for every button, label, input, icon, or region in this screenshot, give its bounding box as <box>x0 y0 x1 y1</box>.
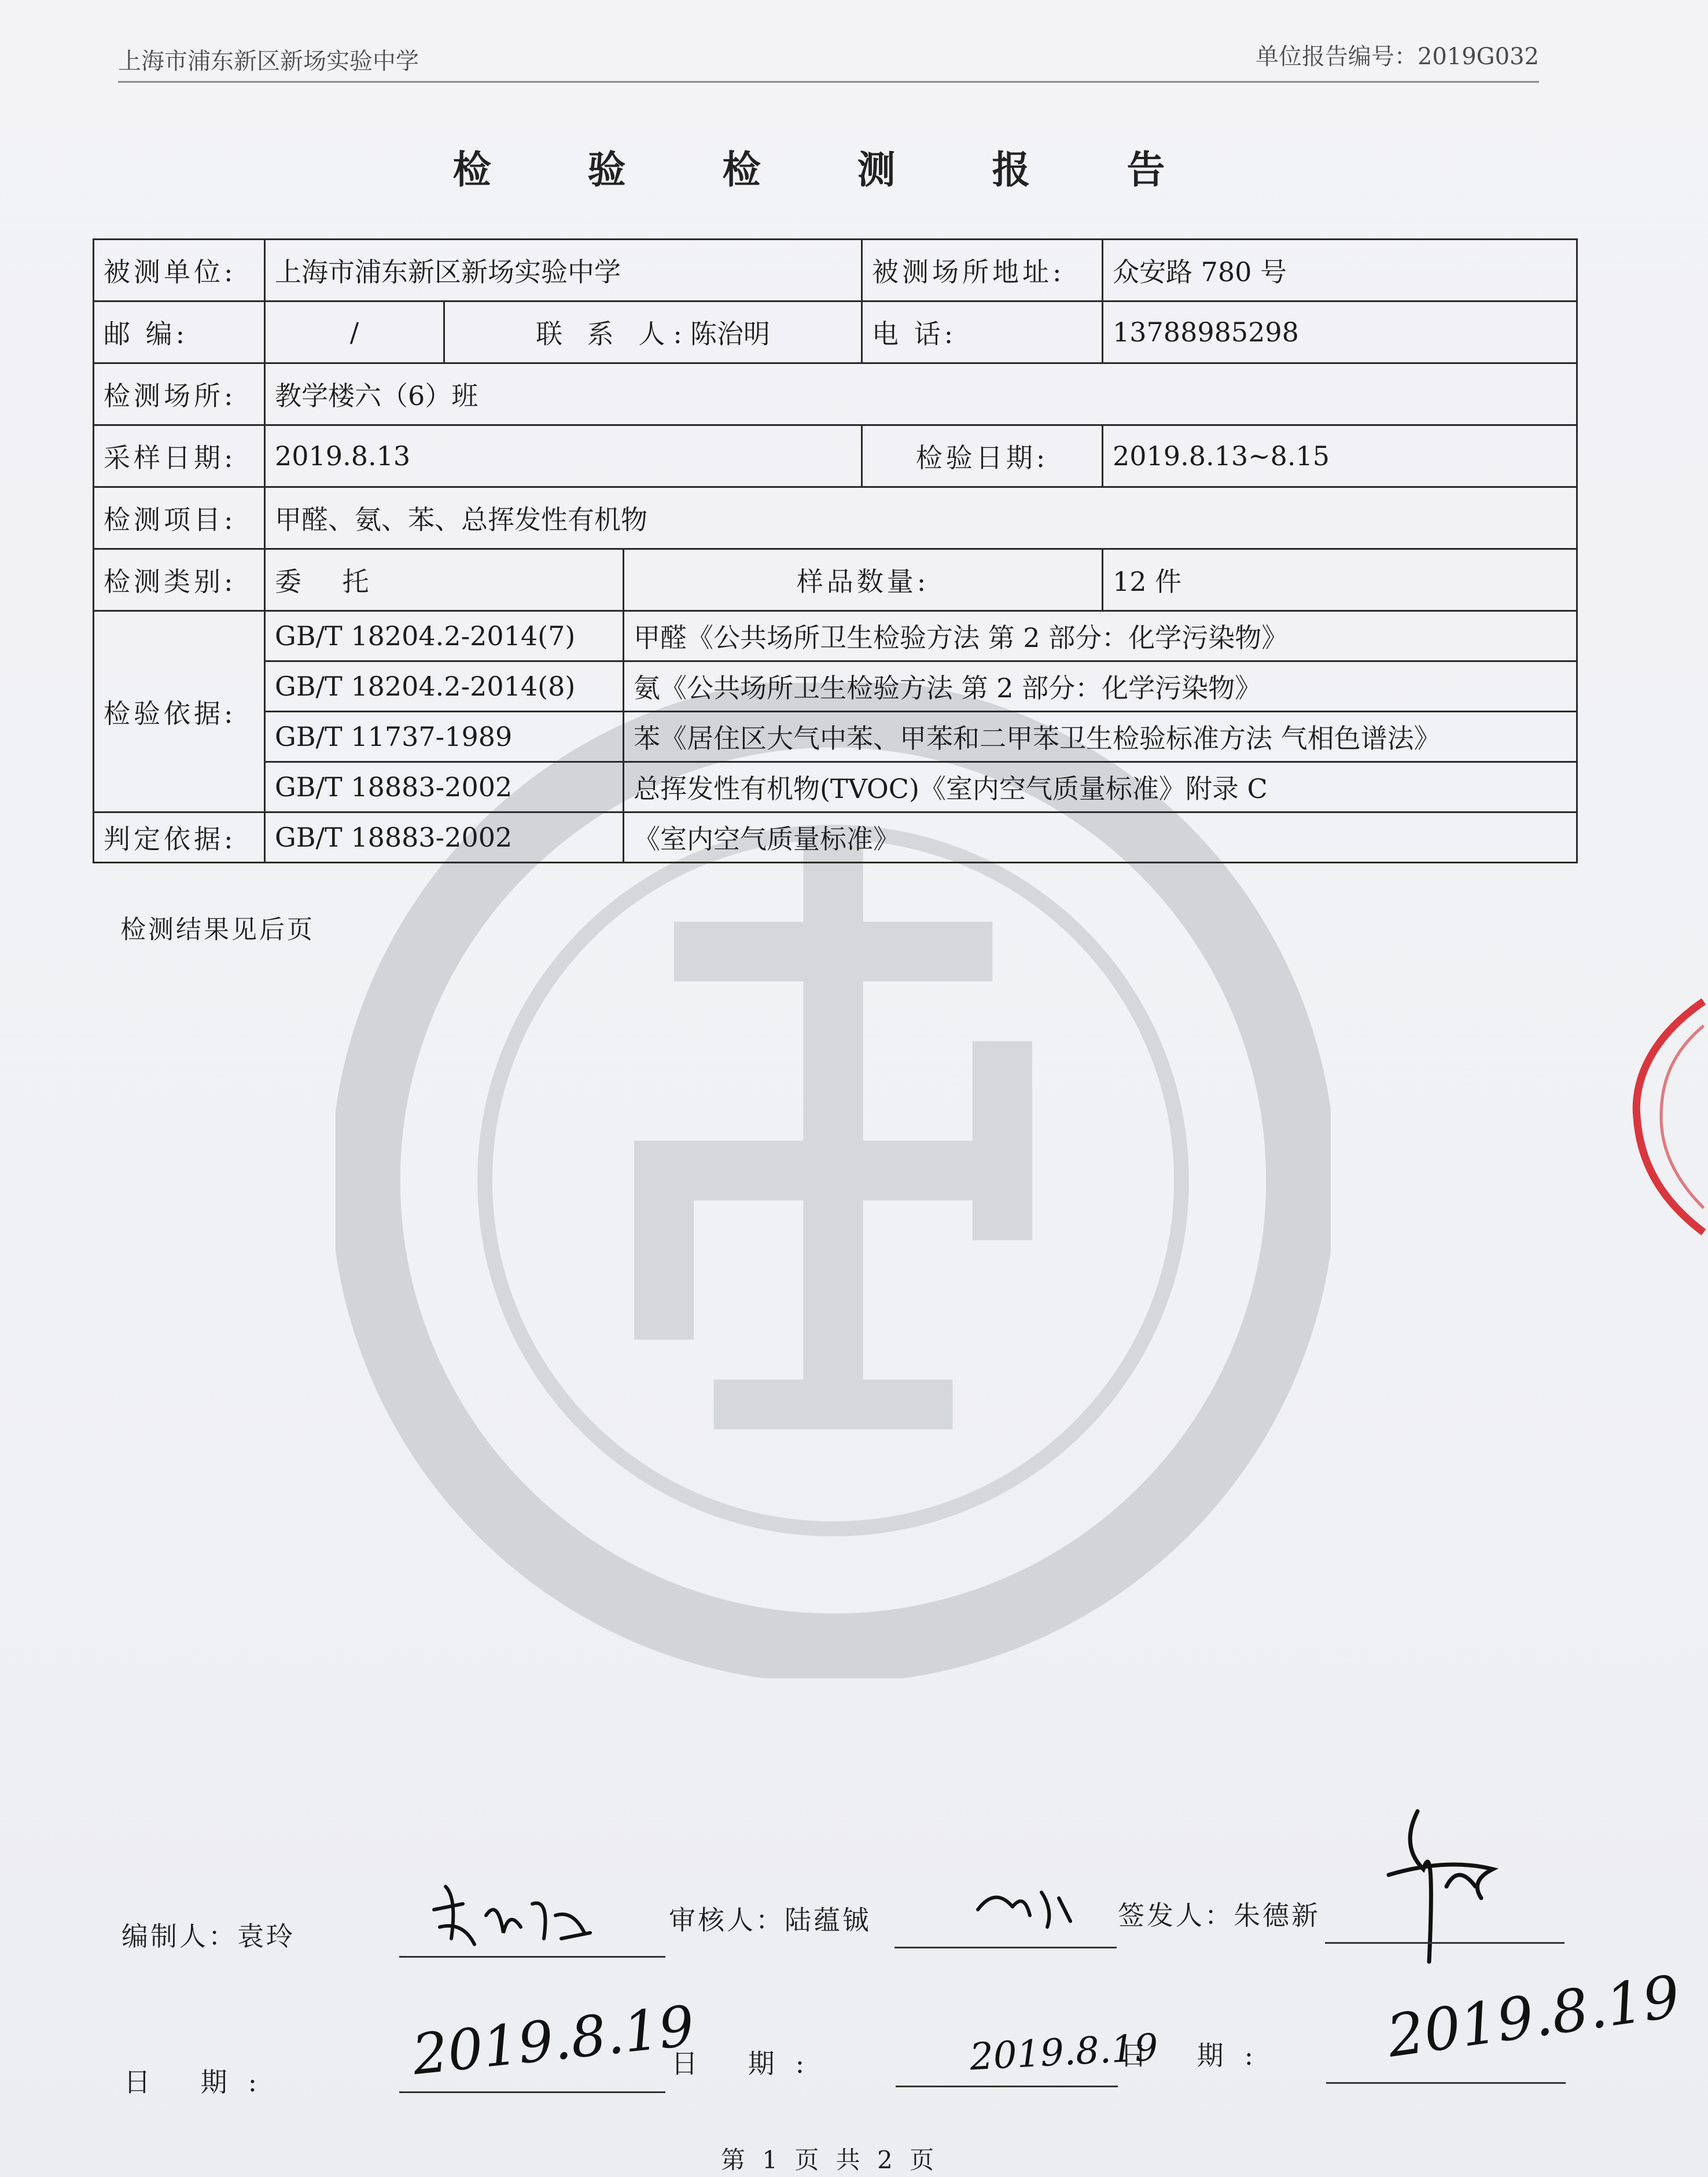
table-row <box>94 762 1577 812</box>
site-label: 检测场所: <box>94 363 265 425</box>
table-row <box>94 712 1577 762</box>
report-info-table <box>93 238 1578 863</box>
table-row <box>94 661 1577 712</box>
judgement-desc: 《室内空气质量标准》 <box>624 812 1577 863</box>
reviewer-label: 审核人：陆蕴铖 <box>669 1904 871 1936</box>
judgement-code: GB/T 18883-2002 <box>265 812 624 863</box>
reviewer-date-label: 日 期: <box>671 2048 826 2079</box>
table-row <box>94 549 1577 611</box>
sample-count-value: 12 件 <box>1103 549 1577 611</box>
reviewer-date-line <box>896 2086 1118 2087</box>
site-value: 教学楼六（6）班 <box>265 363 1577 425</box>
postcode-value: / <box>265 301 444 363</box>
basis-desc: 苯《居住区大气中苯、甲苯和二甲苯卫生检验标准方法 气相色谱法》 <box>624 712 1577 762</box>
items-label: 检测项目: <box>94 487 265 549</box>
compiler-signature <box>422 1875 596 1962</box>
reviewer-signature <box>972 1875 1076 1933</box>
address-value: 众安路 780 号 <box>1103 240 1577 301</box>
phone-value: 13788985298 <box>1103 301 1577 363</box>
table-row <box>94 301 1577 363</box>
issuer-date-label: 日 期: <box>1120 2040 1275 2071</box>
table-row <box>94 812 1577 863</box>
sampling-date-value: 2019.8.13 <box>265 425 862 487</box>
test-date-value: 2019.8.13~8.15 <box>1103 425 1577 487</box>
table-row <box>94 611 1577 661</box>
unit-value: 上海市浦东新区新场实验中学 <box>265 240 862 301</box>
header-divider <box>118 81 1539 83</box>
phone-label: 电 话: <box>862 301 1103 363</box>
page-footer: 第 1 页 共 2 页 <box>720 2146 939 2174</box>
contact-label: 联 系 人: <box>536 318 690 350</box>
reviewer-signature-line <box>895 1947 1117 1948</box>
basis-desc: 甲醛《公共场所卫生检验方法 第 2 部分：化学污染物》 <box>624 611 1577 661</box>
category-value: 委 托 <box>265 549 624 611</box>
basis-desc: 总挥发性有机物(TVOC)《室内空气质量标准》附录 C <box>624 762 1577 812</box>
table-row <box>94 487 1577 549</box>
basis-code: GB/T 11737-1989 <box>265 712 624 762</box>
address-label: 被测场所地址: <box>862 240 1103 301</box>
issuer-date-line <box>1326 2082 1566 2084</box>
issuer-signature <box>1377 1800 1516 1973</box>
reviewer-date: 2019.8.19 <box>969 2026 1159 2079</box>
basis-code: GB/T 18204.2-2014(8) <box>265 661 624 712</box>
items-value: 甲醛、氨、苯、总挥发性有机物 <box>265 487 1577 549</box>
compiler-label: 编制人：袁玲 <box>122 1921 295 1952</box>
compiler-date: 2019.8.19 <box>409 1993 698 2088</box>
basis-code: GB/T 18204.2-2014(7) <box>265 611 624 661</box>
results-note: 检测结果见后页 <box>120 915 315 944</box>
table-row <box>94 425 1577 487</box>
unit-label: 被测单位: <box>94 240 265 301</box>
issuer-label: 签发人：朱德新 <box>1118 1900 1320 1931</box>
table-row <box>94 363 1577 425</box>
header-report-number: 单位报告编号：2019G032 <box>1255 43 1539 70</box>
issuer-signature-line <box>1325 1942 1565 1944</box>
red-seal-stamp <box>1614 995 1708 1238</box>
category-label: 检测类别: <box>94 549 265 611</box>
test-date-label: 检验日期: <box>862 425 1103 487</box>
postcode-label: 邮 编: <box>94 301 265 363</box>
header-organization: 上海市浦东新区新场实验中学 <box>118 48 419 75</box>
compiler-date-line <box>399 2091 665 2093</box>
basis-desc: 氨《公共场所卫生检验方法 第 2 部分：化学污染物》 <box>624 661 1577 712</box>
table-row <box>94 240 1577 301</box>
contact-value: 陈治明 <box>690 318 770 350</box>
contact-cell <box>444 301 862 363</box>
page-title: 检 验 检 测 报 告 <box>452 147 1207 192</box>
sample-count-label: 样品数量: <box>624 549 1103 611</box>
issuer-date: 2019.8.19 <box>1383 1962 1684 2071</box>
compiler-signature-line <box>399 1956 665 1958</box>
basis-label: 检验依据: <box>94 611 265 812</box>
sampling-date-label: 采样日期: <box>94 425 265 487</box>
judgement-label: 判定依据: <box>94 812 265 863</box>
compiler-date-label: 日 期: <box>124 2066 278 2098</box>
basis-code: GB/T 18883-2002 <box>265 762 624 812</box>
